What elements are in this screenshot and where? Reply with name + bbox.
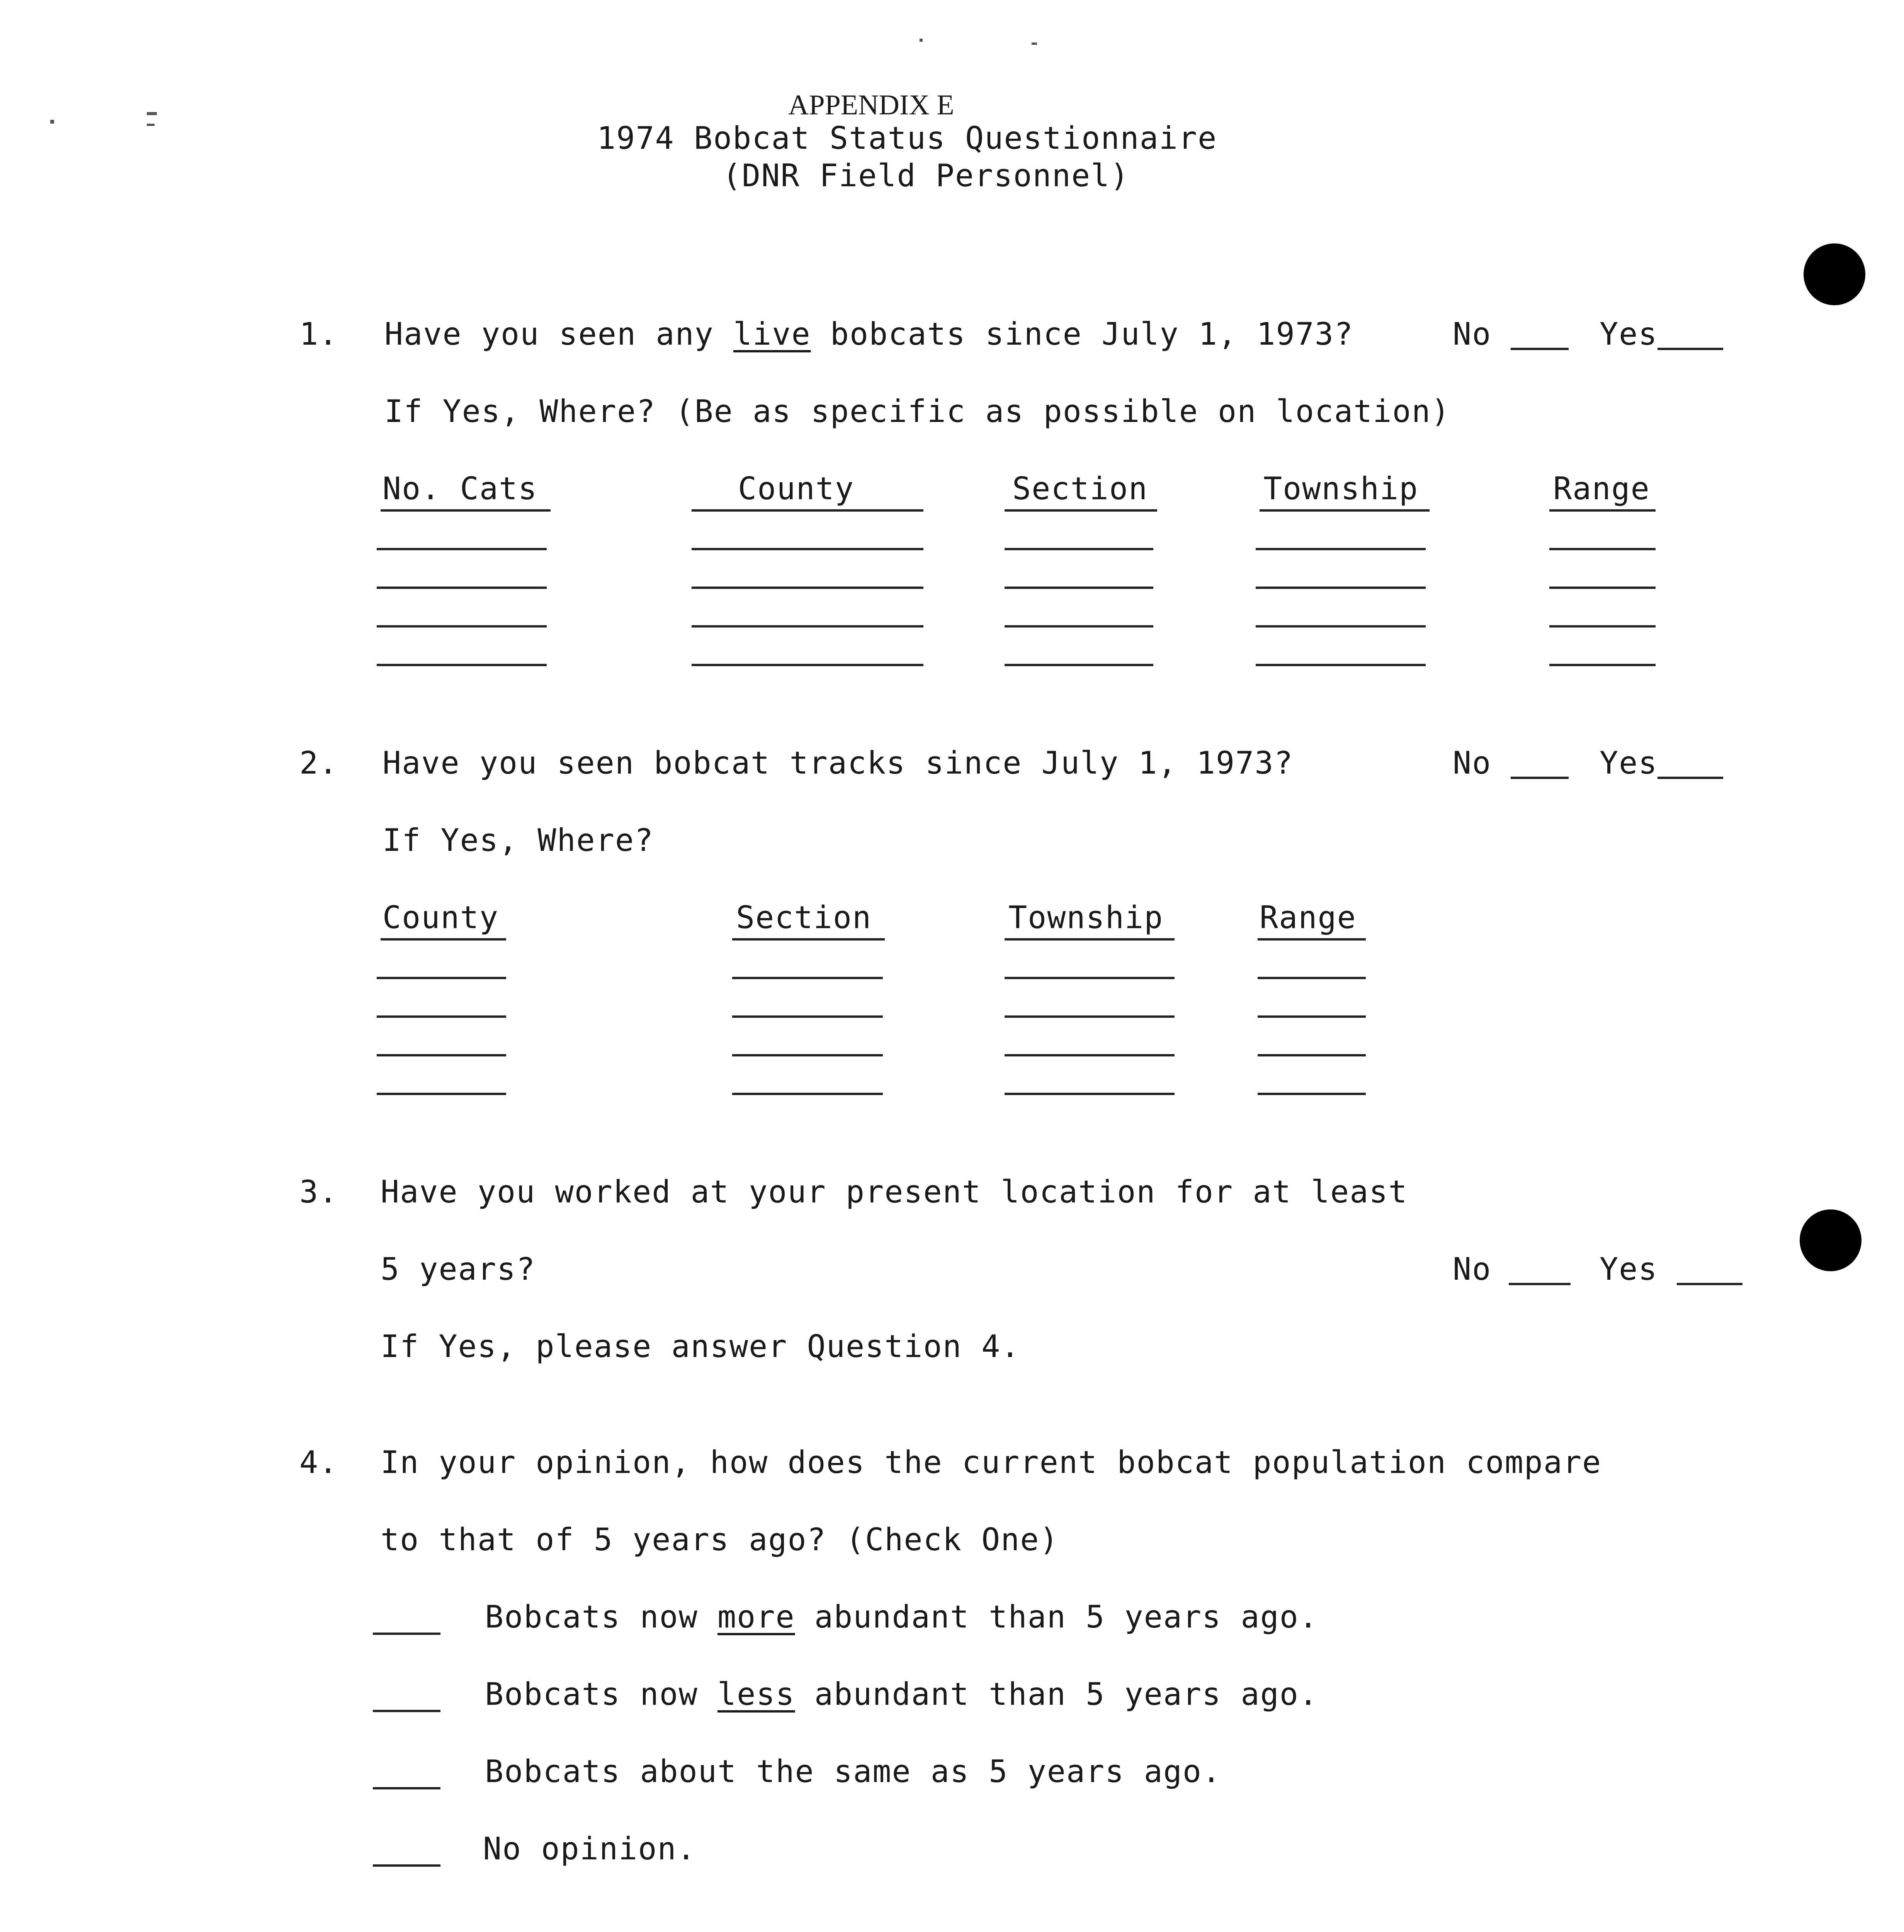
- q1-answer-line[interactable]: [1005, 548, 1153, 550]
- question-2-number: 2.: [299, 745, 338, 781]
- punch-hole-middle: [1800, 1209, 1862, 1271]
- q2-answer-line[interactable]: [1258, 1015, 1366, 1018]
- q2-header-underline: [381, 938, 506, 940]
- document-title: 1974 Bobcat Status Questionnaire: [597, 120, 1217, 156]
- q2-answer-line[interactable]: [377, 1015, 506, 1018]
- question-3-text-line1: Have you worked at your present location for at least: [381, 1174, 1408, 1210]
- appendix-label: APPENDIX E: [788, 89, 954, 121]
- q1-answer-line[interactable]: [377, 625, 547, 628]
- q2-answer-line[interactable]: [1005, 1015, 1175, 1018]
- q1-column-header-county: County: [738, 471, 854, 507]
- q1-answer-line[interactable]: [1005, 625, 1153, 628]
- question-2-yes-blank[interactable]: [1658, 777, 1723, 779]
- question-4-text-line2: to that of 5 years ago? (Check One): [381, 1522, 1059, 1558]
- q2-answer-line[interactable]: [377, 1054, 506, 1056]
- q1-column-header-no-cats: No. Cats: [382, 471, 538, 507]
- q1-answer-line[interactable]: [692, 548, 923, 550]
- q1-answer-line[interactable]: [1256, 625, 1426, 628]
- q2-answer-line[interactable]: [1005, 977, 1175, 979]
- question-3-number: 3.: [299, 1174, 338, 1210]
- question-1-yes-blank[interactable]: [1658, 348, 1723, 350]
- scan-speck: [920, 39, 923, 42]
- q2-answer-line[interactable]: [732, 1093, 883, 1095]
- question-3-no-blank[interactable]: [1509, 1283, 1571, 1285]
- q2-header-underline: [1258, 938, 1366, 940]
- q1-answer-line[interactable]: [1256, 587, 1426, 589]
- question-2-no-blank[interactable]: [1511, 777, 1569, 779]
- scan-speck: [147, 112, 157, 115]
- q2-header-underline: [732, 938, 885, 940]
- q4-option-less: Bobcats now less abundant than 5 years ago.: [485, 1676, 1319, 1712]
- q2-column-header-county: County: [382, 900, 499, 935]
- q1-answer-line[interactable]: [377, 548, 547, 550]
- q1-answer-line[interactable]: [1549, 587, 1656, 589]
- q1-header-underline: [692, 509, 923, 512]
- q2-column-header-township: Township: [1008, 900, 1164, 935]
- q4-option-no-opinion: No opinion.: [483, 1831, 696, 1867]
- q1-answer-line[interactable]: [1256, 548, 1426, 550]
- question-3-followup: If Yes, please answer Question 4.: [381, 1328, 1020, 1364]
- q1-answer-line[interactable]: [692, 664, 923, 666]
- q1-answer-line[interactable]: [692, 625, 923, 628]
- question-3-text-line2: 5 years?: [381, 1251, 536, 1287]
- q2-column-header-range: Range: [1260, 900, 1357, 935]
- q2-column-header-section: Section: [736, 900, 872, 935]
- question-3-yes-label: Yes: [1600, 1251, 1658, 1287]
- q1-answer-line[interactable]: [1549, 664, 1656, 666]
- question-3-yes-blank[interactable]: [1677, 1283, 1742, 1285]
- q1-answer-line[interactable]: [1005, 587, 1153, 589]
- q1-answer-line[interactable]: [692, 587, 923, 589]
- question-1-number: 1.: [299, 316, 338, 352]
- q2-answer-line[interactable]: [377, 977, 506, 979]
- q1-answer-line[interactable]: [1549, 625, 1656, 628]
- q2-answer-line[interactable]: [1258, 977, 1366, 979]
- punch-hole-top: [1804, 243, 1865, 305]
- q1-answer-line[interactable]: [1005, 664, 1153, 666]
- q2-answer-line[interactable]: [732, 1015, 883, 1018]
- q2-answer-line[interactable]: [1005, 1054, 1175, 1056]
- q4-option-checkbox-blank[interactable]: [373, 1787, 440, 1789]
- question-2-text: Have you seen bobcat tracks since July 1, 1973?: [382, 745, 1294, 781]
- q2-header-underline: [1005, 938, 1175, 940]
- question-1-yes-label: Yes: [1600, 316, 1658, 352]
- q2-answer-line[interactable]: [377, 1093, 506, 1095]
- q1-column-header-range: Range: [1553, 471, 1650, 507]
- question-4-number: 4.: [299, 1444, 338, 1480]
- q4-option-more: Bobcats now more abundant than 5 years ago.: [485, 1599, 1319, 1635]
- scan-speck: [1032, 43, 1037, 45]
- question-1-followup: If Yes, Where? (Be as specific as possible on location): [384, 393, 1451, 429]
- q4-option-checkbox-blank[interactable]: [373, 1633, 440, 1635]
- q1-column-header-township: Township: [1263, 471, 1419, 507]
- question-1-no-label: No: [1453, 316, 1492, 352]
- question-4-text-line1: In your opinion, how does the current bobcat population compare: [381, 1444, 1602, 1480]
- question-1-text: Have you seen any live bobcats since July 1, 1973?: [384, 316, 1354, 352]
- q2-answer-line[interactable]: [732, 977, 883, 979]
- q1-header-underline: [381, 509, 551, 512]
- q1-header-underline: [1549, 509, 1656, 512]
- scan-speck: [50, 120, 54, 124]
- q1-answer-line[interactable]: [377, 664, 547, 666]
- question-1-no-blank[interactable]: [1511, 348, 1569, 350]
- q1-answer-line[interactable]: [1256, 664, 1426, 666]
- q4-option-checkbox-blank[interactable]: [373, 1710, 440, 1712]
- question-2-yes-label: Yes: [1600, 745, 1658, 781]
- q1-answer-line[interactable]: [1549, 548, 1656, 550]
- q1-answer-line[interactable]: [377, 587, 547, 589]
- q2-answer-line[interactable]: [1258, 1093, 1366, 1095]
- document-subtitle: (DNR Field Personnel): [722, 158, 1130, 194]
- question-2-followup: If Yes, Where?: [382, 822, 654, 858]
- q1-column-header-section: Section: [1012, 471, 1148, 507]
- q1-header-underline: [1005, 509, 1157, 512]
- question-3-no-label: No: [1453, 1251, 1492, 1287]
- q1-header-underline: [1260, 509, 1430, 512]
- q4-option-checkbox-blank[interactable]: [373, 1864, 440, 1867]
- question-2-no-label: No: [1453, 745, 1492, 781]
- q4-option-same: Bobcats about the same as 5 years ago.: [485, 1753, 1222, 1789]
- q2-answer-line[interactable]: [732, 1054, 883, 1056]
- q2-answer-line[interactable]: [1005, 1093, 1175, 1095]
- scan-speck: [147, 124, 155, 126]
- q2-answer-line[interactable]: [1258, 1054, 1366, 1056]
